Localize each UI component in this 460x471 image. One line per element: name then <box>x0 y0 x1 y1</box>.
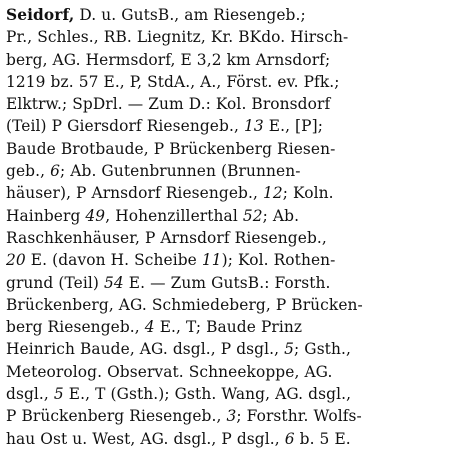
count-figure: 6 <box>50 162 60 181</box>
entry-text: E., [P]; <box>263 117 324 136</box>
entry-line <box>6 49 456 71</box>
entry-text: berg, AG. Hermsdorf, E 3,2 km Arnsdorf; <box>6 50 331 69</box>
entry-line <box>6 138 456 160</box>
entry-text: Raschkenhäuser, P Arnsdorf Riesengeb., <box>6 228 327 247</box>
entry-text: ; Koln. <box>282 184 334 203</box>
entry-text: ); Kol. Rothen- <box>221 251 336 270</box>
count-figure: 3 <box>226 407 237 426</box>
entry-text: E. — Zum GutsB.: Forsth. <box>123 273 331 292</box>
entry-text: (Teil) P Giersdorf Riesengeb., <box>6 117 244 136</box>
entry-text: E., T; Baude Prinz <box>154 318 303 337</box>
count-figure: 54 <box>104 273 124 292</box>
entry-line <box>6 227 456 249</box>
entry-line <box>6 272 456 294</box>
entry-line <box>6 294 456 316</box>
entry-line <box>6 316 456 338</box>
count-figure: 13 <box>243 117 264 136</box>
entry-text: D. u. GutsB., am Riesengeb.; <box>79 6 306 24</box>
entry-text: grund (Teil) <box>6 273 105 292</box>
entry-text: Heinrich Baude, AG. dsgl., P dsgl., <box>6 340 285 359</box>
entry-text: dsgl., <box>6 385 54 404</box>
count-figure: 4 <box>144 318 155 337</box>
entry-line <box>6 383 456 405</box>
entry-text: Hainberg <box>6 206 86 225</box>
entry-text: geb., <box>6 162 51 181</box>
entry-text: ; Ab. <box>262 206 300 225</box>
entry-text: hau Ost u. West, AG. dsgl., P dsgl., <box>6 429 285 448</box>
entry-text: ; Gsth., <box>294 340 351 359</box>
entry-line <box>6 428 456 450</box>
entry-text: E., T (Gsth.); Gsth. Wang, AG. dsgl., <box>63 385 352 404</box>
count-figure: 5 <box>53 385 64 404</box>
entry-line <box>6 71 456 93</box>
entry-line <box>6 405 456 427</box>
entry-text: E. (davon H. Scheibe <box>25 251 202 270</box>
entry-text: Elktrw.; SpDrl. — Zum D.: Kol. Bronsdorf <box>6 95 331 114</box>
entry-text: , Hohenzillerthal <box>105 206 243 225</box>
count-figure: 11 <box>201 251 222 270</box>
entry-line <box>6 93 456 115</box>
entry-text: häuser), P Arnsdorf Riesengeb., <box>6 184 263 203</box>
entry-text: berg Riesengeb., <box>6 318 145 337</box>
count-figure: 52 <box>242 206 263 225</box>
count-figure: 12 <box>262 184 283 203</box>
count-figure: 5 <box>284 340 295 359</box>
entry-text: Brückenberg, AG. Schmiedeberg, P Brücken- <box>6 295 363 314</box>
entry-line <box>6 115 456 137</box>
entry-text: Pr., Schles., RB. Liegnitz, Kr. BKdo. Hirsch- <box>6 28 349 47</box>
entry-text: P Brückenberg Riesengeb., <box>6 407 227 426</box>
entry-line <box>6 182 456 204</box>
entry-text: Meteorolog. Observat. Schneekoppe, AG. <box>6 362 333 381</box>
entry-line <box>6 361 456 383</box>
entry-line <box>6 26 456 48</box>
count-figure: 49 <box>85 206 106 225</box>
entry-text: ; Ab. Gutenbrunnen (Brunnen- <box>60 162 301 181</box>
entry-line <box>6 205 456 227</box>
gazetteer-entry <box>6 4 456 450</box>
entry-line <box>6 4 456 26</box>
count-figure: 20 <box>6 251 26 270</box>
entry-line <box>6 338 456 360</box>
entry-text: Baude Brotbaude, P Brückenberg Riesen- <box>6 139 336 158</box>
entry-text: 1219 bz. 57 E., P, StdA., A., Först. ev. Pfk.; <box>6 72 340 91</box>
count-figure: 6 <box>284 429 295 448</box>
entry-line <box>6 160 456 182</box>
entry-line <box>6 249 456 271</box>
headword: Seidorf, <box>6 6 75 24</box>
entry-text: b. 5 E. <box>294 429 351 448</box>
entry-text: ; Forsthr. Wolfs- <box>236 407 362 426</box>
